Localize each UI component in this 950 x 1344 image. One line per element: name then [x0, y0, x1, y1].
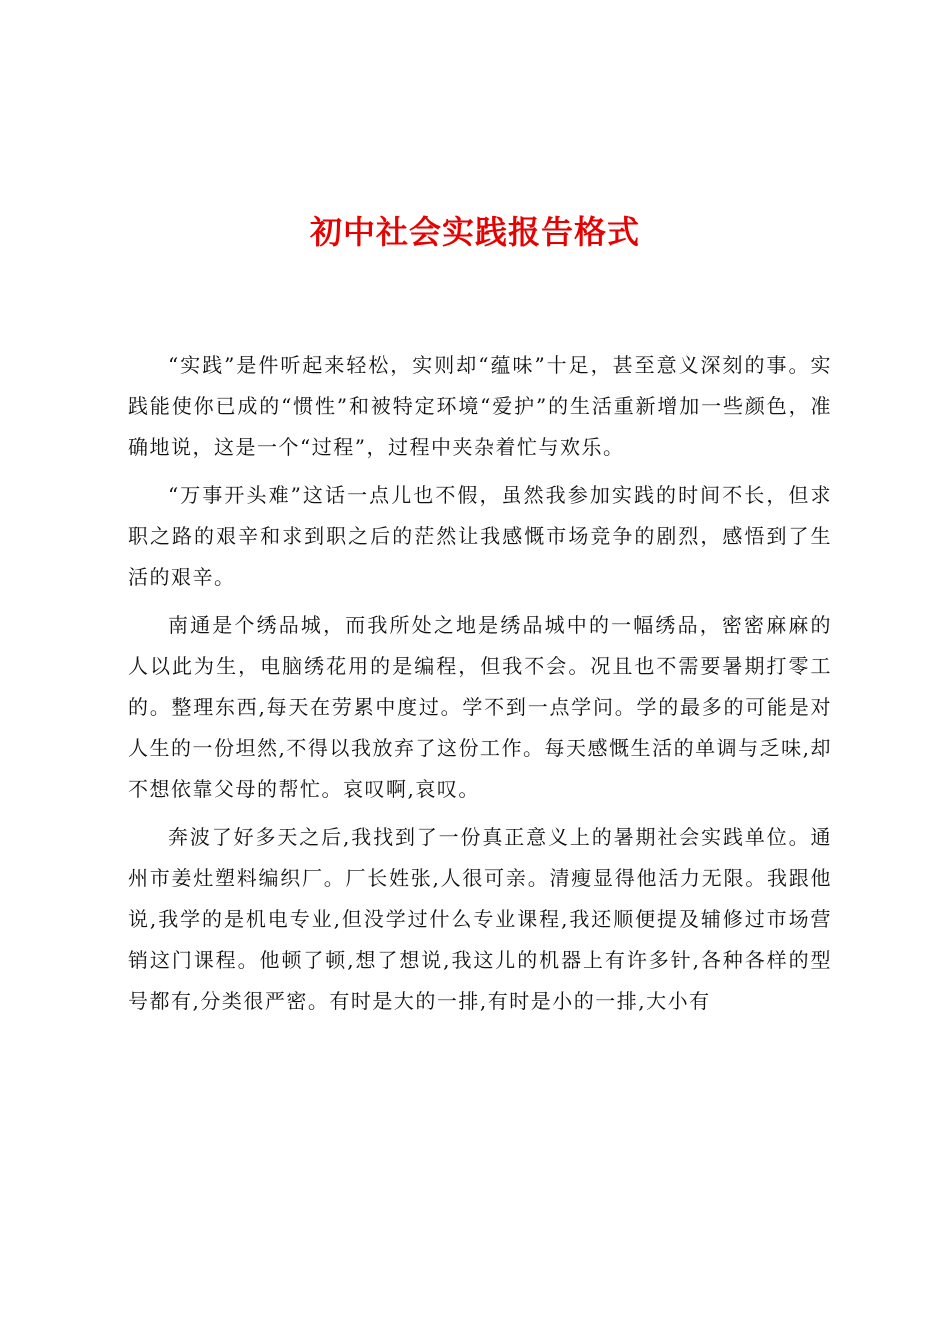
document-title: 初中社会实践报告格式 [309, 213, 640, 251]
paragraph-3: 南通是个绣品城，而我所处之地是绣品城中的一幅绣品，密密麻麻的人以此为生，电脑绣花用的是编程，但我不会。况且也不需要暑期打零工的。整理东西,每天在劳累中度过。学不到一点学问。学的最多的可能是对人生的一份坦然,不得以我放弃了这份工作。每天感慨生活的单调与乏味,却不想依靠父母的帮忙。哀叹啊,哀叹。 [128, 613, 832, 801]
paragraph-1: “实践”是件听起来轻松，实则却“蕴味”十足，甚至意义深刻的事。实践能使你已成的“惯性”和被特定环境“爱护”的生活重新增加一些颜色，准确地说，这是一个“过程”，过程中夹杂着忙与欢乐。 [128, 353, 832, 459]
paragraph-2: “万事开头难”这话一点儿也不假，虽然我参加实践的时间不长，但求职之路的艰辛和求到职之后的茫然让我感慨市场竞争的剧烈，感悟到了生活的艰辛。 [128, 483, 832, 589]
document-body [128, 345, 832, 1022]
paragraph-4: 奔波了好多天之后,我找到了一份真正意义上的暑期社会实践单位。通州市姜灶塑料编织厂。厂长姓张,人很可亲。清瘦显得他活力无限。我跟他说,我学的是机电专业,但没学过什么专业课程,我还顺便提及辅修过市场营销这门课程。他顿了顿,想了想说,我这儿的机器上有许多针,各种各样的型号都有,分类很严密。有时是大的一排,有时是小的一排,大小有 [128, 825, 832, 1013]
